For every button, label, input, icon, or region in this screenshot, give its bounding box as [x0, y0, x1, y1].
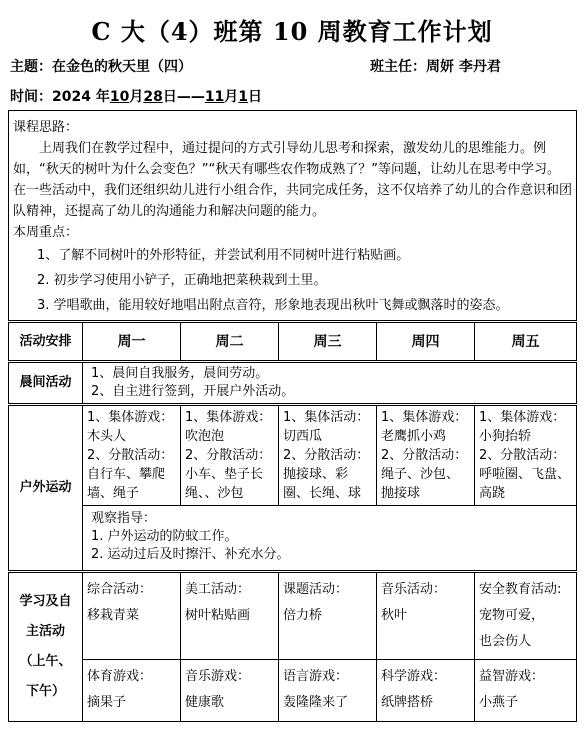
study-thursday-2	[377, 660, 475, 722]
header-thursday: 周四	[377, 322, 475, 362]
time-label: 时间：	[10, 89, 52, 105]
cell-line: 综合活动：	[87, 582, 153, 597]
study-monday-1	[83, 572, 181, 660]
cell-line: 美工活动：	[185, 582, 251, 597]
study-label	[9, 572, 83, 722]
header-activity: 活动安排	[9, 322, 83, 362]
focus-heading: 本周重点：	[13, 225, 79, 240]
study-friday-1	[475, 572, 577, 660]
study-row-2	[9, 660, 577, 722]
outdoor-monday	[83, 405, 181, 506]
schedule-header-row	[9, 322, 577, 362]
observe-row	[9, 506, 577, 572]
morning-cell	[83, 362, 577, 405]
observe-item: 1. 户外运动的防蚊工作。	[91, 529, 238, 544]
cell-line: 切西瓜	[283, 429, 323, 444]
study-thursday-1	[377, 572, 475, 660]
outdoor-wednesday	[279, 405, 377, 506]
outdoor-tuesday	[181, 405, 279, 506]
cell-line: 2、分散活动：	[283, 448, 370, 463]
cell-line: 轰隆隆来了	[283, 695, 349, 710]
cell-line: 音乐活动：	[381, 582, 447, 597]
study-monday-2	[83, 660, 181, 722]
study-friday-2	[475, 660, 577, 722]
page-title: C 大（4）班第 10 周教育工作计划	[91, 17, 493, 46]
header-tuesday: 周二	[181, 322, 279, 362]
range-dash: ——	[176, 89, 205, 105]
cell-line: 自行车、攀爬墙、绳子	[87, 467, 166, 501]
cell-line: 2、分散活动：	[381, 448, 468, 463]
cell-line: 1、集体游戏：	[479, 410, 566, 425]
cell-line: 吹泡泡	[185, 429, 225, 444]
curriculum-cell	[9, 111, 577, 322]
outdoor-row	[9, 405, 577, 506]
study-wednesday-1	[279, 572, 377, 660]
observe-heading: 观察指导：	[91, 511, 157, 526]
cell-line: 1、集体游戏：	[87, 410, 174, 425]
study-label-line: （上午、	[19, 654, 72, 669]
cell-line: 绳子、沙包、抛接球	[381, 467, 460, 501]
focus-item: 2. 初步学习使用小铲子，正确地把菜秧栽到土里。	[37, 273, 327, 288]
cell-line: 也会伤人	[479, 634, 532, 649]
header-wednesday: 周三	[279, 322, 377, 362]
cell-line: 体育游戏：	[87, 669, 153, 684]
focus-item: 1、了解不同树叶的外形特征，并尝试利用不同树叶进行粘贴画。	[37, 248, 410, 263]
outdoor-thursday	[377, 405, 475, 506]
curriculum-heading: 课程思路：	[13, 120, 79, 135]
start-day: 28	[143, 89, 163, 105]
cell-line: 2、分散活动：	[185, 448, 272, 463]
study-label-line: 主活动	[25, 624, 65, 639]
cell-line: 益智游戏：	[479, 669, 545, 684]
cell-line: 移栽青菜	[87, 608, 140, 623]
end-day: 1	[238, 89, 249, 105]
observe-item: 2. 运动过后及时擦汗、补充水分。	[91, 547, 290, 562]
cell-line: 小燕子	[479, 695, 519, 710]
study-label-line: 学习及自	[19, 594, 72, 609]
curriculum-row	[9, 111, 577, 322]
cell-line: 小车、垫子长绳、、沙包	[185, 467, 264, 501]
day-unit: 日	[248, 89, 263, 105]
study-row-1	[9, 572, 577, 660]
cell-line: 老鹰抓小鸡	[381, 429, 447, 444]
focus-item: 3. 学唱歌曲，能用较好地唱出附点音符，形象地表现出秋叶飞舞或飘落时的姿态。	[37, 298, 509, 313]
morning-label: 晨间活动	[9, 362, 83, 405]
cell-line: 安全教育活动:宠物可爱，	[479, 582, 562, 623]
study-label-line: 下午）	[25, 684, 65, 699]
theme-value: 在金色的秋天里（四）	[52, 59, 192, 75]
teacher-line	[370, 56, 501, 76]
theme-line	[10, 56, 192, 76]
cell-line: 1、集体游戏：	[381, 410, 468, 425]
outdoor-friday	[475, 405, 577, 506]
outdoor-label: 户外运动	[9, 405, 83, 572]
study-tuesday-1	[181, 572, 279, 660]
plan-table	[8, 110, 577, 722]
cell-line: 音乐游戏：	[185, 669, 251, 684]
teacher-label: 班主任：	[370, 59, 426, 75]
curriculum-paragraph: 上周我们在教学过程中，通过提问的方式引导幼儿思考和探索，激发幼儿的思维能力。例如，“秋天的树叶为什么会变色？”“秋天有哪些农作物成熟了？”等问题，让幼儿在思考中学习。在一些活动中，我们还组织幼儿进行小组合作，共同完成任务，这不仅培养了幼儿的合作意识和团队精神，还提高了幼儿的沟通能力和解决问题的能力。	[13, 141, 573, 219]
cell-line: 科学游戏：	[381, 669, 447, 684]
cell-line: 秋叶	[381, 608, 408, 623]
cell-line: 抛接球、彩圈、长绳、球	[283, 467, 362, 501]
study-tuesday-2	[181, 660, 279, 722]
month-unit: 月	[224, 89, 239, 105]
month-unit: 月	[129, 89, 144, 105]
cell-line: 纸牌搭桥	[381, 695, 434, 710]
morning-item: 1、晨间自我服务，晨间劳动。	[91, 366, 269, 381]
end-month: 11	[204, 89, 225, 105]
start-month: 10	[109, 89, 130, 105]
year: 2024 年	[52, 89, 110, 105]
cell-line: 摘果子	[87, 695, 127, 710]
day-unit: 日	[162, 89, 177, 105]
cell-line: 小狗抬轿	[479, 429, 532, 444]
cell-line: 1、集体游戏：	[185, 410, 272, 425]
study-wednesday-2	[279, 660, 377, 722]
time-line	[10, 86, 262, 106]
header-friday: 周五	[475, 322, 577, 362]
cell-line: 木头人	[87, 429, 127, 444]
cell-line: 课题活动：	[283, 582, 349, 597]
cell-line: 2、分散活动：	[479, 448, 566, 463]
observe-cell	[83, 506, 577, 572]
cell-line: 2、分散活动：	[87, 448, 174, 463]
morning-item: 2、自主进行签到，开展户外活动。	[91, 384, 295, 399]
header-monday: 周一	[83, 322, 181, 362]
morning-row	[9, 362, 577, 405]
theme-label: 主题：	[10, 59, 52, 75]
cell-line: 1、集体活动：	[283, 410, 370, 425]
cell-line: 倍力桥	[283, 608, 323, 623]
teacher-names: 周妍 李丹君	[426, 59, 501, 75]
cell-line: 健康歌	[185, 695, 225, 710]
cell-line: 呼啦圈、飞盘、高跷	[479, 467, 571, 501]
cell-line: 语言游戏：	[283, 669, 349, 684]
cell-line: 树叶粘贴画	[185, 608, 251, 623]
